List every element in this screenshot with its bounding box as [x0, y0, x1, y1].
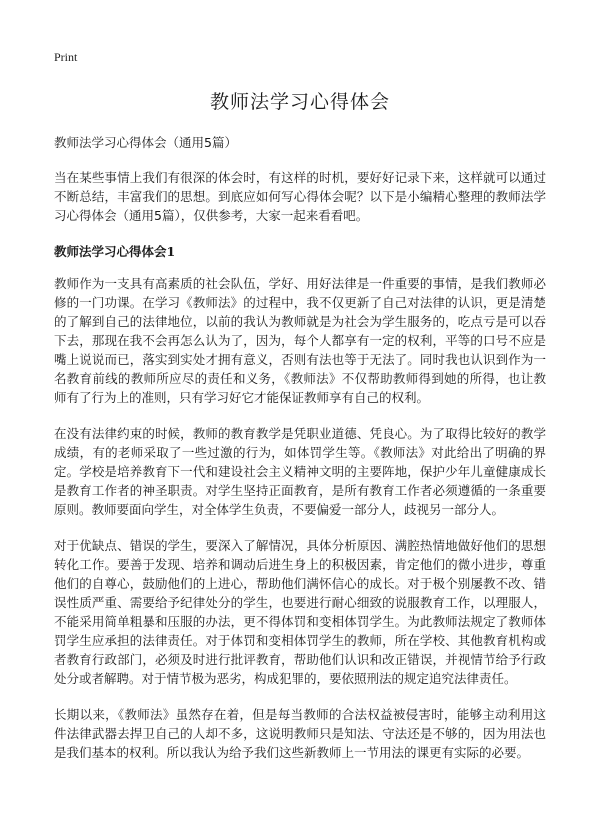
document-subtitle: 教师法学习心得体会（通用5篇） — [54, 135, 237, 150]
intro-paragraph: 当在某些事情上我们有很深的体会时，有这样的时机，要好好记录下来，这样就可以通过不断总结，丰富我们的思想。到底应如何写心得体会呢？以下是小编精心整理的教师法学习心得体会（通用5篇），仅供参考，大家一起来看看吧。 — [54, 170, 546, 223]
body-paragraph: 教师作为一支具有高素质的社会队伍，学好、用好法律是一件重要的事情，是我们教师必修的一门功课。在学习《教师法》的过程中，我不仅更新了自己对法律的认识，更是清楚的了解到自己的法律地位，以前的我认为教师就是为社会为学生服务的，吃点亏是可以吞下去，那现在我不会再怎么认为了，因为，每个人都享有一定的权利，平等的口号不应是嘴上说说而已，落实到实处才拥有意义，否则有法也等于无法了。同时我也认识到作为一名教育前线的教师所应尽的责任和义务，《教师法》不仅帮助教师得到她的所得，也让教师有了行为上的准则，只有学习好它才能保证教师享有自己的权利。 — [54, 276, 546, 405]
body-paragraph: 对于优缺点、错误的学生，要深入了解情况，具体分析原因、满腔热情地做好他们的思想转化工作。要善于发现、培养和调动后进生身上的积极因素，肯定他们的微小进步，尊重他们的自尊心，鼓励他们的上进心，帮助他们满怀信心的成长。对于极个别屡教不改、错误性质严重、需要给予纪律处分的学生，也要进行耐心细致的说服教育工作，以理服人，不能采用简单粗暴和压服的办法，更不得体罚和变相体罚学生。为此教师法规定了教师体罚学生应承担的法律责任。对于体罚和变相体罚学生的教师，所在学校、其他教育机构或者教育行政部门，必须及时进行批评教育，帮助他们认识和改正错误，并视情节给予行政处分或者解聘。对于情节极为恶劣，构成犯罪的，要依照刑法的规定追究法律责任。 — [54, 538, 546, 686]
page-title: 教师法学习心得体会 — [209, 91, 390, 113]
print-link[interactable]: Print — [54, 50, 78, 64]
body-paragraph: 长期以来，《教师法》虽然存在着，但是每当教师的合法权益被侵害时，能够主动利用这件法律武器去捍卫自己的人却不多，这说明教师只是知法、守法还是不够的，因为用法也是我们基本的权利。所以我认为给予我们这些新教师上一节用法的课更有实际的必要。 — [54, 707, 546, 760]
section-heading: 教师法学习心得体会1 — [54, 244, 176, 259]
body-paragraph: 在没有法律约束的时候，教师的教育教学是凭职业道德、凭良心。为了取得比较好的教学成绩，有的老师采取了一些过激的行为，如体罚学生等。《教师法》对此给出了明确的界定。学校是培养教育下一代和建设社会主义精神文明的主要阵地，保护少年儿童健康成长是教育工作者的神圣职责。对学生坚持正面教育，是所有教育工作者必须遵循的一条重要原则。教师要面向学生，对全体学生负责，不要偏爱一部分人，歧视另一部分人。 — [54, 426, 546, 517]
